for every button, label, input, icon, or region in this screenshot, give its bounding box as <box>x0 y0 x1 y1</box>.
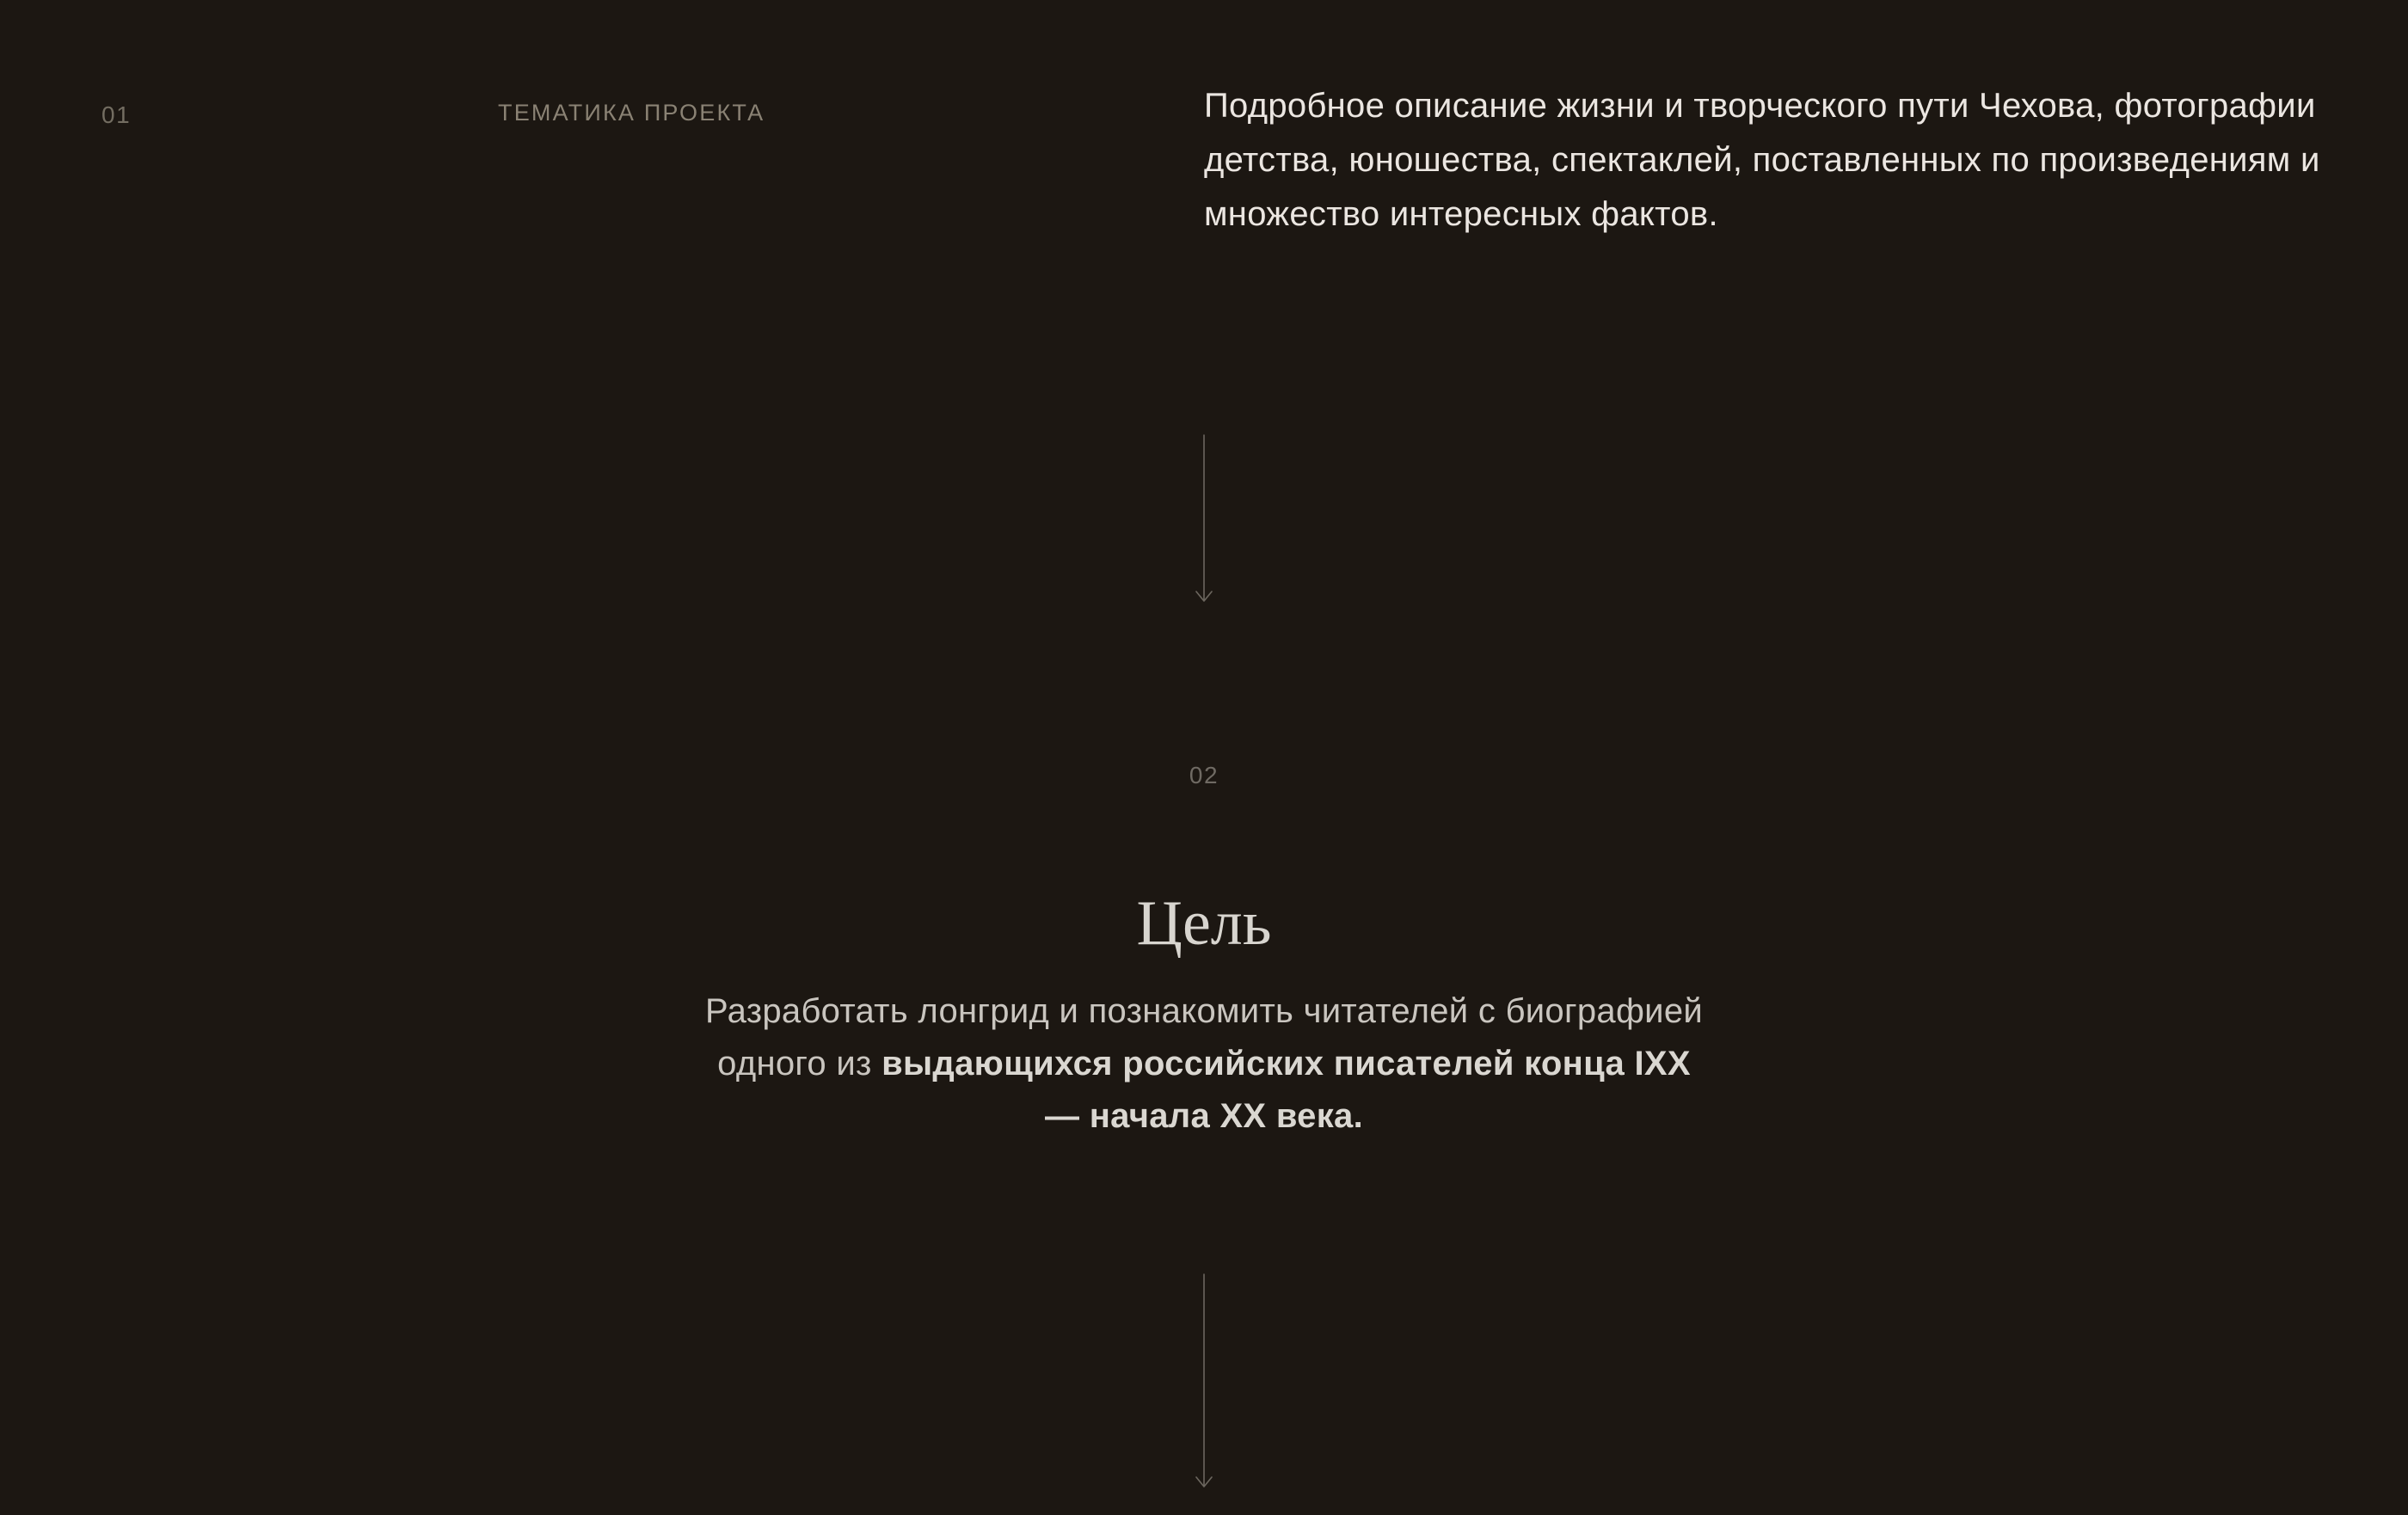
section-index-02: 02 <box>1189 762 1219 788</box>
goal-heading: Цель <box>1136 888 1272 959</box>
goal-description <box>701 985 1707 1143</box>
project-theme-description: Подробное описание жизни и творческого пути Чехова, фотографии детства, юношества, спектаклей, поставленных по произведениям и множество интересных фактов. <box>1204 87 2320 233</box>
section-index-01: 01 <box>101 101 132 128</box>
section-kicker-label: ТЕМАТИКА ПРОЕКТА <box>498 100 765 126</box>
goal-description-regular: Разработать лонгрид и познакомить читателей с биографией одного из <box>704 992 1704 1083</box>
goal-description-bold: выдающихся российских писателей конца IXX — начала XX века. <box>882 1045 1691 1135</box>
scroll-down-arrow-icon <box>1193 1273 1215 1488</box>
scroll-down-arrow-icon <box>1193 434 1215 603</box>
